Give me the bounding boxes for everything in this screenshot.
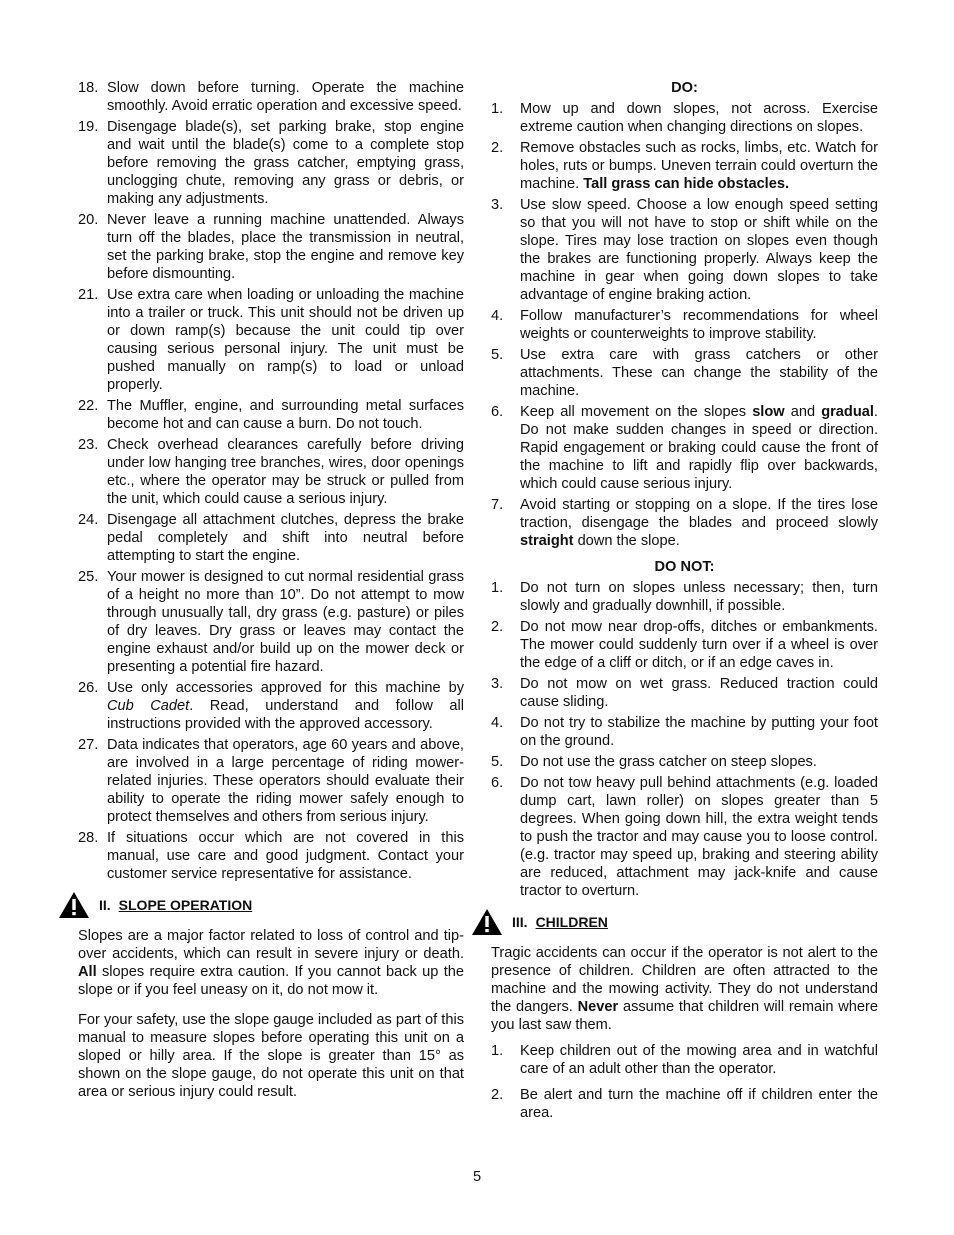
list-item: 5. Do not use the grass catcher on steep slopes.: [491, 754, 817, 770]
list-item: 2. Do not mow near drop-offs, ditches or embankments. The mower could suddenly turn over if a wheel is over the edge of a cliff or ditch, or if an edge caves in.: [491, 619, 878, 671]
list-item: 21. Use extra care when loading or unloading the machine into a trailer or truck. This unit should not be driven up or down ramp(s) because the unit could tip over causing serious personal injury. The unit must be pushed manually on ramp(s) to load or unload properly.: [78, 287, 464, 393]
list-item: 2. Be alert and turn the machine off if children enter the area.: [491, 1087, 878, 1121]
list-item: 24. Disengage all attachment clutches, depress the brake pedal completely and shift into neutral before attempting to start the engine.: [78, 512, 464, 564]
list-item: 20. Never leave a running machine unattended. Always turn off the blades, place the transmission in neutral, set the parking brake, stop the engine and remove key before dismounting.: [78, 212, 464, 282]
list-item: 6. Keep all movement on the slopes slow and gradual. Do not make sudden changes in speed or direction. Rapid engagement or braking could cause the front of the machine to lift and rapidly flip over backwards, which could cause serious injury.: [491, 404, 878, 492]
list-item: 7. Avoid starting or stopping on a slope. If the tires lose traction, disengage the blades and proceed slowly straight down the slope.: [491, 497, 878, 549]
list-item: 27. Data indicates that operators, age 60 years and above, are involved in a large percentage of riding mower-related injuries. These operators should evaluate their ability to operate the riding mower safely enough to protect themselves and others from serious injury.: [78, 737, 464, 825]
list-item: 22. The Muffler, engine, and surrounding metal surfaces become hot and can cause a burn. Do not touch.: [78, 398, 464, 432]
list-item: 26. Use only accessories approved for this machine by Cub Cadet. Read, understand and follow all instructions provided with the approved accessory.: [78, 680, 464, 732]
list-item: 23. Check overhead clearances carefully before driving under low hanging tree branches, wires, door openings etc., where the operator may be struck or pulled from the unit, which could cause a serious injury.: [78, 437, 464, 507]
paragraph: For your safety, use the slope gauge included as part of this manual to measure slopes before operating this unit on a sloped or hilly area. If the slope is greater than 15° as shown on the slope gauge, do not operate this unit on that area or serious injury could result.: [78, 1012, 464, 1100]
right-column: [491, 79, 878, 1125]
list-item: 19. Disengage blade(s), set parking brake, stop engine and wait until the blade(s) come to a complete stop before removing the grass catcher, emptying grass, unclogging chute, removing any grass or debris, or making any adjustments.: [78, 119, 464, 207]
warning-triangle-icon: [58, 891, 90, 919]
list-item: 1. Do not turn on slopes unless necessary; then, turn slowly and gradually downhill, if possible.: [491, 580, 878, 614]
brand-name: Cub Cadet: [107, 698, 190, 714]
list-item: 5. Use extra care with grass catchers or other attachments. These can change the stability of the machine.: [491, 347, 878, 399]
paragraph: Slopes are a major factor related to loss of control and tip-over accidents, which can result in severe injury or death. All slopes require extra caution. If you cannot back up the slope or if you feel uneasy on it, do not mow it.: [78, 928, 464, 998]
list-item: 18. Slow down before turning. Operate the machine smoothly. Avoid erratic operation and excessive speed.: [78, 80, 464, 114]
section-heading-slope: II. SLOPE OPERATION: [58, 891, 464, 919]
page-number: 5: [472, 1169, 482, 1185]
do-heading: DO:: [671, 80, 698, 96]
list-item: 3. Do not mow on wet grass. Reduced traction could cause sliding.: [491, 676, 878, 710]
paragraph: Tragic accidents can occur if the operator is not alert to the presence of children. Children are often attracted to the machine and the mowing activity. They do not understand the dangers. Never assume that children will remain where you last saw them.: [491, 945, 878, 1033]
list-item: 4. Do not try to stabilize the machine by putting your foot on the ground.: [491, 715, 878, 749]
list-item: 4. Follow manufacturer’s recommendations for wheel weights or counterweights to improve stability.: [491, 308, 878, 342]
list-item: 1. Mow up and down slopes, not across. Exercise extreme caution when changing directions on slopes.: [491, 101, 878, 135]
left-column: [78, 79, 464, 1107]
list-item: 28. If situations occur which are not covered in this manual, use care and good judgment. Contact your customer service representative for assistance.: [78, 830, 464, 882]
list-item: 1. Keep children out of the mowing area and in watchful care of an adult other than the operator.: [491, 1043, 878, 1077]
list-item: 6. Do not tow heavy pull behind attachments (e.g. loaded dump cart, lawn roller) on slopes greater than 5 degrees. When going down hill, the extra weight tends to push the tractor and may cause you to loose control. (e.g. tractor may speed up, braking and steering ability are reduced, attachment may jack-knife and cause tractor to overturn.: [491, 775, 878, 899]
section-title: SLOPE OPERATION: [118, 897, 253, 913]
list-item: 3. Use slow speed. Choose a low enough speed setting so that you will not have to stop or shift while on the slope. Tires may lose traction on slopes even though the brakes are functioning properly. Always keep the machine in gear when going down slopes to take advantage of engine braking action.: [491, 197, 878, 303]
list-item: 2. Remove obstacles such as rocks, limbs, etc. Watch for holes, ruts or bumps. Uneven terrain could overturn the machine. Tall grass can hide obstacles.: [491, 140, 878, 192]
warning-triangle-icon: [471, 908, 503, 936]
do-not-heading: DO NOT:: [654, 559, 715, 575]
section-title: CHILDREN: [535, 914, 608, 930]
section-heading-children: III. CHILDREN: [471, 908, 878, 936]
list-item: 25. Your mower is designed to cut normal residential grass of a height no more than 10”. Do not attempt to mow through unusually tall, dry grass (e.g. pasture) or piles of dry leaves. Dry grass or leaves may contact the engine exhaust and/or build up on the mower deck or presenting a potential fire hazard.: [78, 569, 464, 675]
